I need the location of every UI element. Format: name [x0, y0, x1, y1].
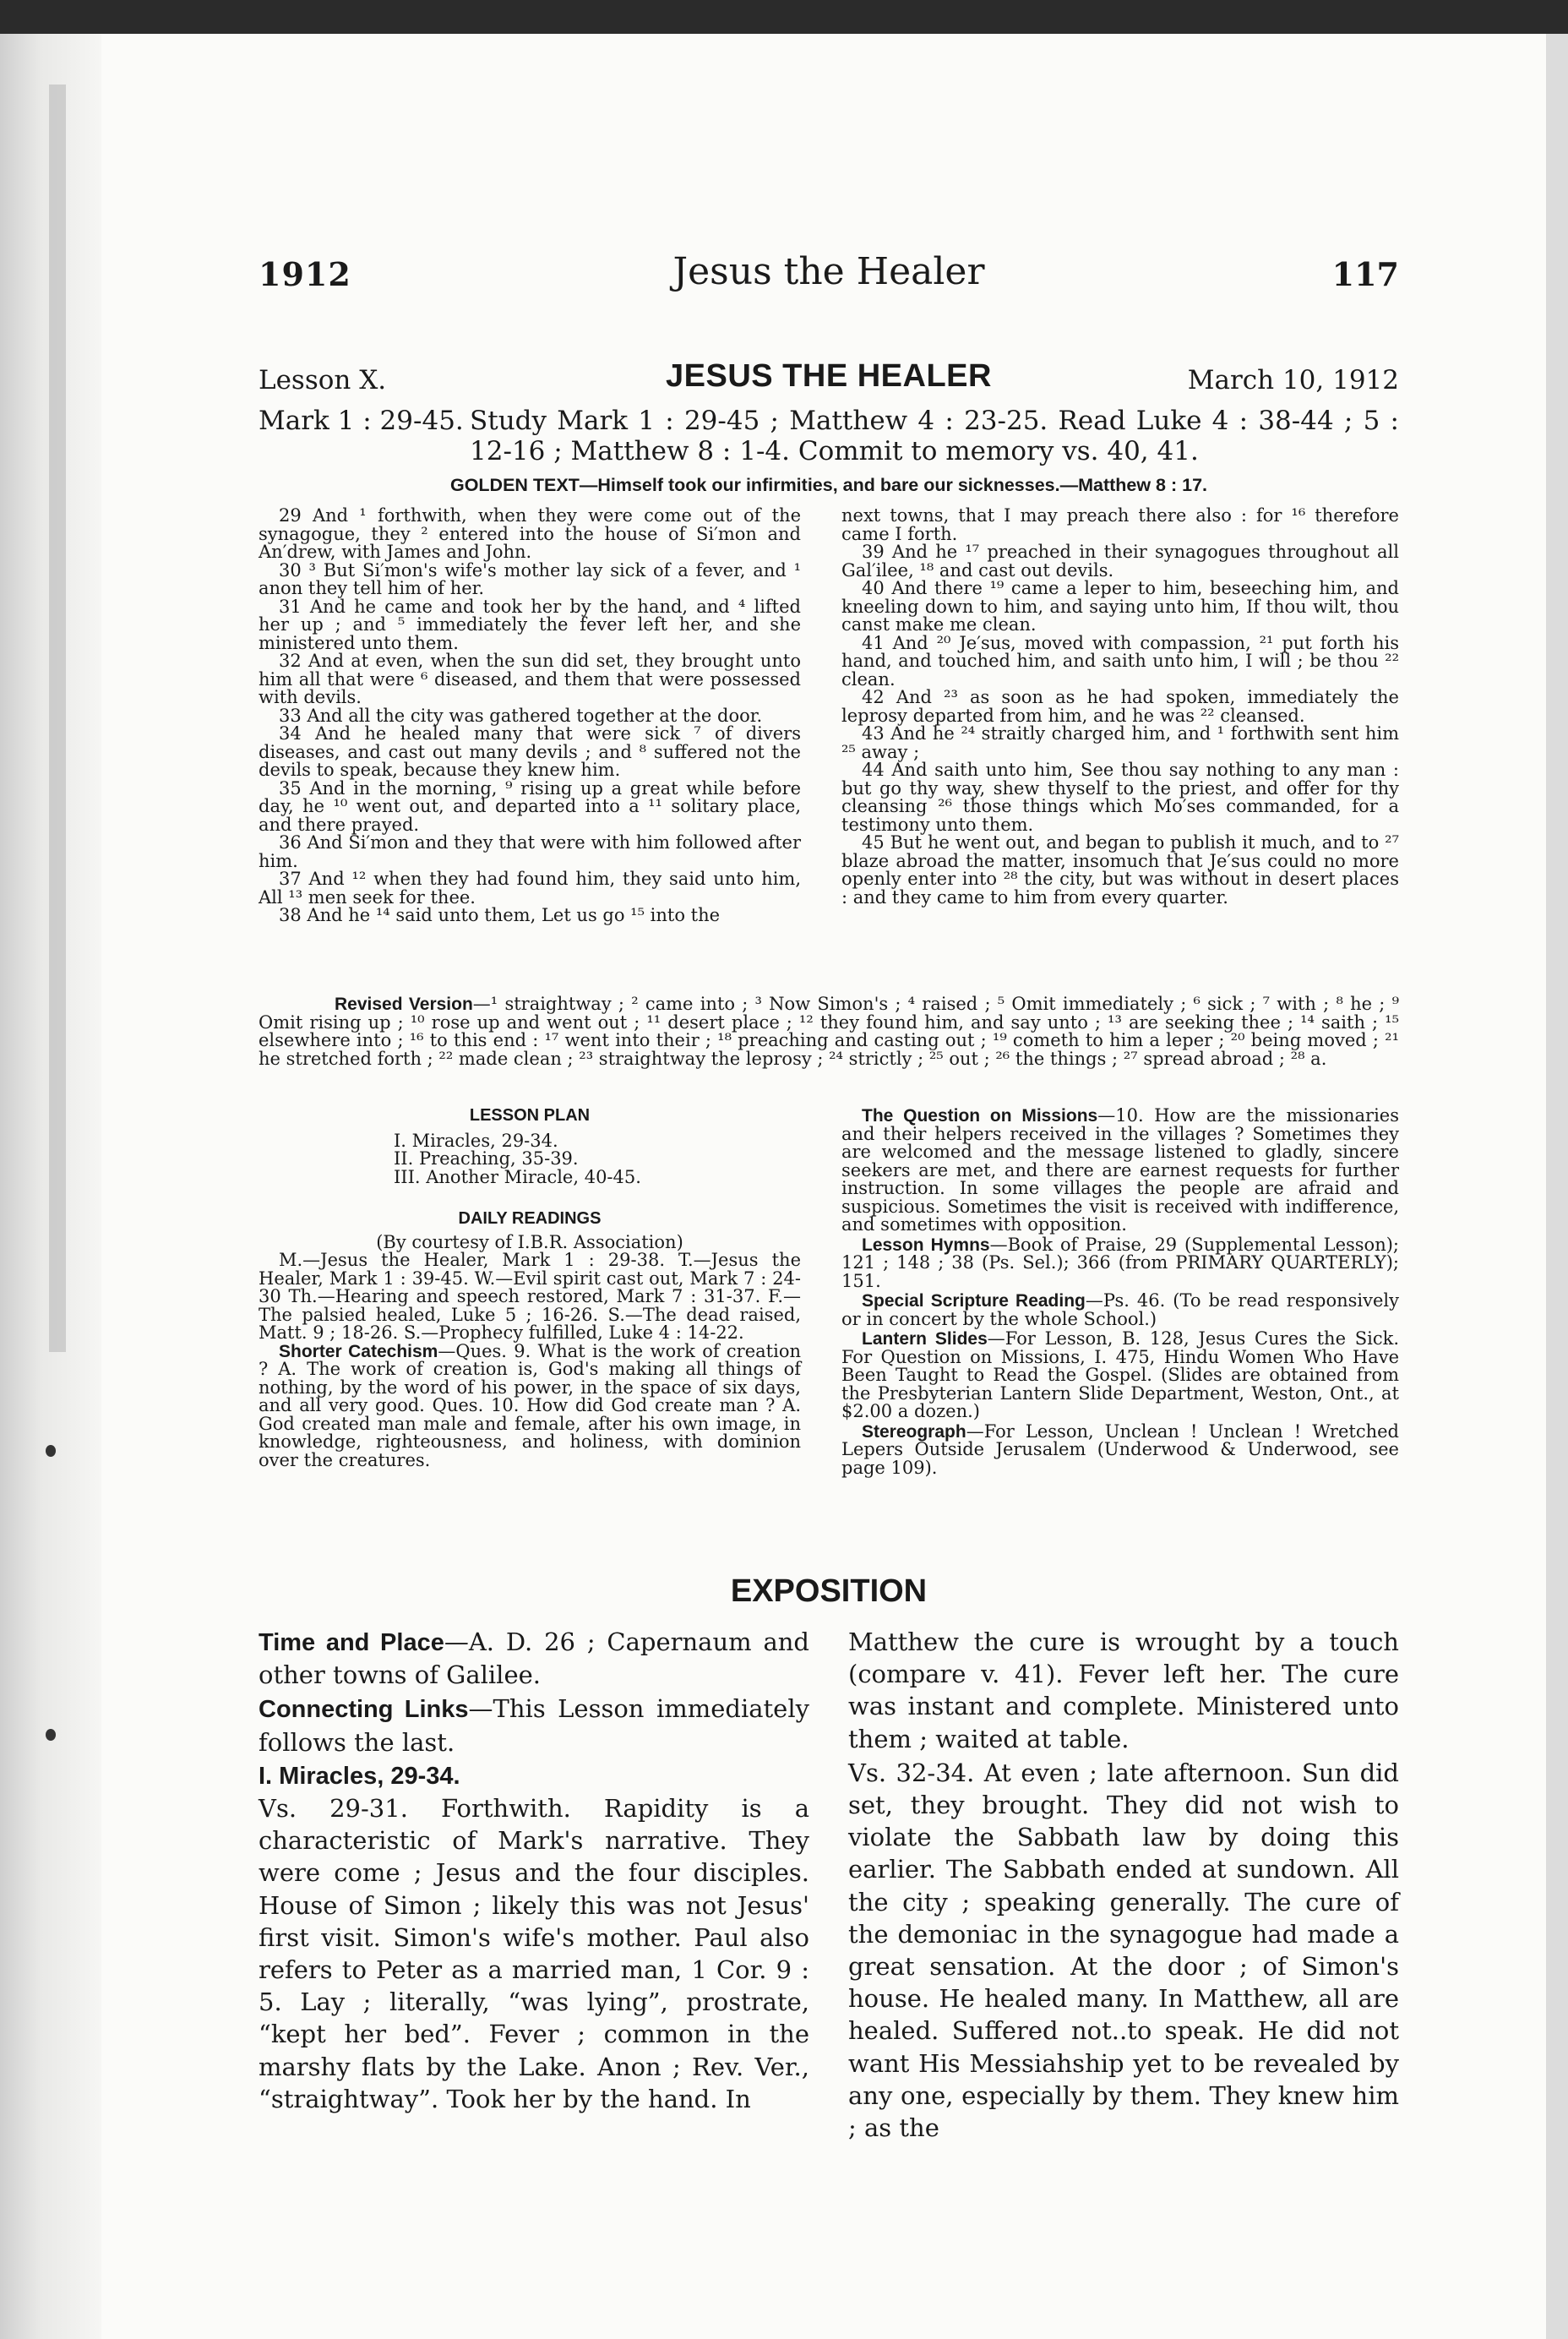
- revised-version-label: Revised Version: [335, 995, 473, 1014]
- connecting-links: [259, 1693, 809, 1758]
- catechism-label: Shorter Catechism: [279, 1341, 438, 1361]
- exposition-section-heading: I. Miracles, 29-34.: [259, 1762, 460, 1790]
- exposition-heading: EXPOSITION: [730, 1573, 928, 1609]
- catechism: [259, 1340, 801, 1470]
- verse: 33 And all the city was gathered together at the door.: [279, 705, 763, 726]
- verse: 43 And he ²⁴ straitly charged him, and ¹ forthwith sent him ²⁵ away ;: [841, 723, 1399, 762]
- verse: 42 And ²³ as soon as he had spoken, immediately the leprosy departed from him, and he was ²² cleansed.: [841, 687, 1399, 726]
- lesson-plan-item: I. Miracles, 29-34.: [394, 1130, 558, 1151]
- verse: 39 And he ¹⁷ preached in their synagogues throughout all Gal′ilee, ¹⁸ and cast out devils.: [841, 542, 1399, 581]
- daily-readings-heading: DAILY READINGS: [458, 1209, 602, 1228]
- lesson-hymns: [841, 1236, 1399, 1291]
- binding-mark-icon: [46, 1729, 56, 1741]
- exposition-right-column: [848, 1626, 1399, 2144]
- header-year: 1912: [259, 255, 351, 293]
- lesson-aids-right: [841, 1107, 1399, 1479]
- lesson-plan-item: II. Preaching, 35-39.: [394, 1148, 579, 1169]
- study-reference: [259, 406, 1399, 466]
- revised-version-notes: [259, 995, 1399, 1068]
- reading-label: Special Scripture Reading: [862, 1291, 1086, 1311]
- stereo-label: Stereograph: [862, 1421, 966, 1442]
- hymns-label: Lesson Hymns: [862, 1235, 990, 1255]
- verse: 37 And ¹² when they had found him, they said unto him, All ¹³ men seek for thee.: [259, 869, 801, 908]
- daily-readings-text: M.—Jesus the Healer, Mark 1 : 29-38. T.—Jesus the Healer, Mark 1 : 39-45. W.—Evil spirit cast out, Mark 7 : 24-30 Th.—Hearing and speech restored, Mark 7 : 31-37. F.—The palsied healed, Luke 5 ; 16-26. S.—The dead raised, Matt. 9 ; 18-26. S.—Prophecy fulfilled, Luke 4 : 14-22.: [259, 1250, 801, 1343]
- missions-question: [841, 1107, 1399, 1235]
- scripture-left-column: [259, 507, 801, 925]
- golden-text: GOLDEN TEXT—Himself took our infirmities, and bare our sicknesses.—Matthew 8 : 17.: [449, 475, 1208, 495]
- lesson-number: Lesson X.: [259, 365, 387, 395]
- scripture-right-column: [841, 507, 1399, 907]
- verse: 38 And he ¹⁴ said unto them, Let us go ¹⁵ into the: [279, 905, 721, 925]
- verse: 32 And at even, when the sun did set, they brought unto him all that were ⁶ diseased, and them that were possessed with devils.: [259, 651, 801, 707]
- time-label: Time and Place: [259, 1629, 444, 1656]
- verse: 45 But he went out, and began to publish it much, and to ²⁷ blaze abroad the matter, insomuch that Je′sus could no more openly enter into ²⁸ the city, but was without in desert places : and they came to him from every quarter.: [841, 832, 1399, 908]
- verse: 34 And he healed many that were sick ⁷ of divers diseases, and cast out many devils ; and ⁸ suffered not the devils to speak, because they knew him.: [259, 723, 801, 780]
- exposition-paragraph: Vs. 29-31. Forthwith. Rapidity is a characteristic of Mark's narrative. They were come ; Jesus and the four disciples. House of Simon ; likely this was not Jesus' first visit. Simon's wife's mother. Paul also refers to Peter as a married man, 1 Cor. 9 : 5. Lay ; literally, “was lying”, prostrate, “kept her bed”. Fever ; common in the marshy flats by the Lake. Anon ; Rev. Ver., “straightway”. Took her by the hand. In: [259, 1794, 809, 2113]
- exposition-left-column: [259, 1626, 809, 2115]
- missions-label: The Question on Missions: [862, 1106, 1098, 1126]
- page-edge: [1546, 34, 1568, 2339]
- reading-text: —Ps. 46. (To be read responsively or in concert by the whole School.): [841, 1290, 1399, 1329]
- special-reading: [841, 1292, 1399, 1328]
- lesson-heading: [259, 358, 1399, 402]
- lesson-plan-heading: LESSON PLAN: [469, 1106, 591, 1125]
- time-and-place: [259, 1626, 809, 1691]
- lesson-date: March 10, 1912: [1187, 365, 1399, 395]
- lantern-slides: [841, 1330, 1399, 1421]
- study-instructions: Study Mark 1 : 29-45 ; Matthew 4 : 23-25. Read Luke 4 : 38-44 ; 5 : 12-16 ; Matthew 8 : 1-4. Commit to memory vs. 40, 41.: [470, 406, 1399, 466]
- verse: 36 And Si′mon and they that were with him followed after him.: [259, 832, 801, 871]
- page-number: 117: [1331, 255, 1399, 293]
- binding-mark-icon: [46, 1445, 56, 1457]
- stereo-text: —For Lesson, Unclean ! Unclean ! Wretched Lepers Outside Jerusalem (Underwood & Underwood, see page 109).: [841, 1420, 1399, 1478]
- stereograph: [841, 1420, 1399, 1478]
- exposition-paragraph: Vs. 32-34. At even ; late afternoon. Sun did set, they brought. They did not wish to violate the Sabbath law by doing this earlier. The Sabbath ended at sundown. All the city ; speaking generally. The cure of the demoniac in the synagogue had made a great sensation. At the door ; of Simon's house. He healed many. In Matthew, all are healed. Suffered not..to speak. He did not want His Messiahship yet to be revealed by any one, especially by them. They knew him ; as the: [848, 1758, 1399, 2143]
- running-header: [259, 250, 1399, 306]
- verse: 31 And he came and took her by the hand, and ⁴ lifted her up ; and ⁵ immediately the fever left her, and she ministered unto them.: [259, 596, 801, 653]
- header-title: Jesus the Healer: [672, 250, 985, 293]
- verse: 35 And in the morning, ⁹ rising up a great while before day, he ¹⁰ went out, and departed into a ¹¹ solitary place, and there prayed.: [259, 777, 801, 835]
- missions-text: —10. How are the missionaries and their helpers received in the villages ? Sometimes they are welcomed and the message listened to gladly, sincere seekers are met, and there are earnest requests for further instruction. In some villages the people are afraid and suspicious. Sometimes the visit is received with indifference, and sometimes with opposition.: [841, 1105, 1399, 1235]
- hymns-text: —Book of Praise, 29 (Supplemental Lesson); 121 ; 148 ; 38 (Ps. Sel.); 366 (from PRIMARY QUARTERLY); 151.: [841, 1234, 1399, 1291]
- verse: 29 And ¹ forthwith, when they were come out of the synagogue, they ² entered into the house of Si′mon and An′drew, with James and John.: [259, 505, 801, 562]
- lesson-plan-item: III. Another Miracle, 40-45.: [394, 1166, 641, 1187]
- slides-label: Lantern Slides: [862, 1329, 988, 1349]
- links-label: Connecting Links: [259, 1696, 469, 1724]
- time-text: —A. D. 26 ; Capernaum and other towns of Galilee.: [259, 1627, 809, 1690]
- verse: next towns, that I may preach there also : for ¹⁶ therefore came I forth.: [841, 505, 1399, 544]
- gutter-shadow: [49, 85, 66, 1352]
- verse: 30 ³ But Si′mon's wife's mother lay sick of a fever, and ¹ anon they tell him of her.: [259, 559, 801, 598]
- links-text: —This Lesson immediately follows the last.: [259, 1694, 809, 1757]
- catechism-text: —Ques. 9. What is the work of creation ? A. The work of creation is, God's making all things of nothing, by the word of his power, in the space of six days, and all very good. Ques. 10. How did God create man ? A. God created man male and female, after his own image, in knowledge, righteousness, and holiness, with dominion over the creatures.: [259, 1340, 801, 1470]
- slides-text: —For Lesson, B. 128, Jesus Cures the Sick. For Question on Missions, I. 475, Hindu Women Who Have Been Taught to Read the Gospel. (Slides are obtained from the Presbyterian Lantern Slide Department, Weston, Ont., at $2.00 a dozen.): [841, 1328, 1400, 1421]
- lesson-title: JESUS THE HEALER: [666, 358, 992, 394]
- verse: 40 And there ¹⁹ came a leper to him, beseeching him, and kneeling down to him, and saying unto him, If thou wilt, thou canst make me clean.: [841, 578, 1399, 635]
- verse: 41 And ²⁰ Je′sus, moved with compassion, ²¹ put forth his hand, and touched him, and saith unto him, I will ; be thou ²² clean.: [841, 632, 1399, 690]
- verse: 44 And saith unto him, See thou say nothing to any man : but go thy way, shew thyself to the priest, and offer for thy cleansing ²⁶ those things which Mo′ses commanded, for a testimony unto them.: [841, 760, 1399, 835]
- revised-version-text: —¹ straightway ; ² came into ; ³ Now Simon's ; ⁴ raised ; ⁵ Omit immediately ; ⁶ sick ; ⁷ with ; ⁸ he ; ⁹ Omit rising up ; ¹⁰ rose up and went out ; ¹¹ desert place ; ¹² they found him, and say unto ; ¹³ are seeking thee ; ¹⁴ saith ; ¹⁵ elsewhere into ; ¹⁶ to this end : ¹⁷ went into their ; ¹⁸ preaching and casting out ; ¹⁹ cometh to him a leper ; ²⁰ being moved ; ²¹ he stretched forth ; ²² made clean ; ²³ straightway the leprosy ; ²⁴ strictly ; ²⁵ out ; ²⁶ the things ; ²⁷ spread abroad ; ²⁸ a.: [259, 994, 1399, 1069]
- document-page: [0, 34, 1568, 2339]
- exposition-paragraph: Matthew the cure is wrought by a touch (compare v. 41). Fever left her. The cure was instant and complete. Ministered unto them ; waited at table.: [848, 1627, 1399, 1753]
- daily-readings-courtesy: (By courtesy of I.B.R. Association): [376, 1231, 683, 1252]
- lesson-plan-list: [394, 1132, 801, 1187]
- scripture-reference: Mark 1 : 29-45.: [259, 406, 464, 436]
- lesson-aids-left: [259, 1107, 801, 1469]
